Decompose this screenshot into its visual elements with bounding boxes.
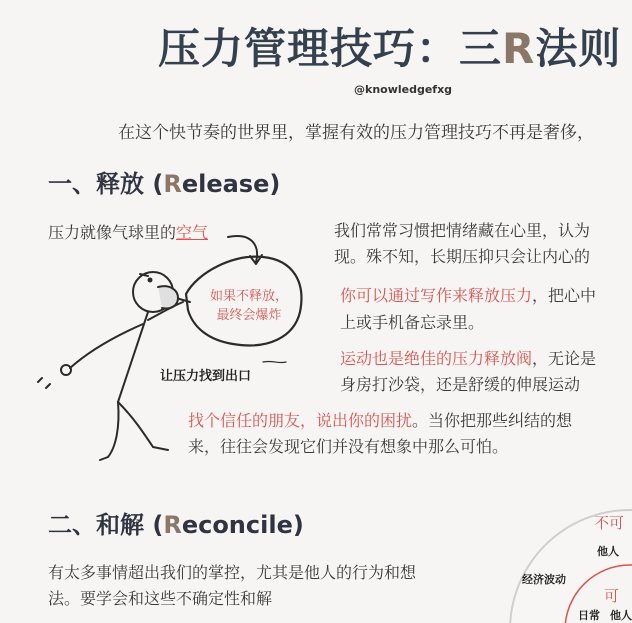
balloon-warning-text: 如果不释放， 最终会爆炸: [210, 289, 289, 323]
intro-text: 在这个快节奏的世界里，掌握有效的压力管理技巧不再是奢侈，: [118, 123, 594, 143]
release-paragraph-2-line-2: 上或手机备忘录里。: [340, 313, 485, 332]
release-paragraph-2-line-1: 你可以通过写作来释放压力，把心中: [340, 286, 597, 305]
release-paragraph-3-line-1: 运动也是绝佳的压力释放阀，无论是: [340, 349, 597, 368]
stick-figure-balloon-illustration: [28, 232, 313, 467]
diagram-other-label: 他人: [610, 609, 632, 622]
release-paragraph-4-line-2: 来，往往会发现它们并没有想象中那么可怕。: [188, 437, 509, 456]
balloon-caption: 压力就像气球里的空气: [48, 223, 209, 242]
page-title: 压力管理技巧：三R法则: [158, 24, 622, 73]
diagram-outer-label: 不可: [594, 514, 625, 532]
diagram-daily-label: 日常: [578, 609, 600, 622]
diagram-inner-label: 可: [604, 587, 620, 605]
release-paragraph-3-line-2: 身房打沙袋，还是舒缓的伸展运动: [340, 375, 581, 394]
section-heading-release: 一、释放 (Release): [48, 170, 281, 198]
release-paragraph-4-line-1: 找个信任的朋友，说出你的困扰。当你把那些纠结的想: [188, 411, 573, 430]
diagram-economy-label: 经济波动: [522, 573, 566, 586]
author-handle: @knowledgefxg: [354, 83, 453, 96]
reconcile-paragraph-line-1: 有太多事情超出我们的掌控，尤其是他人的行为和想: [48, 563, 417, 582]
diagram-people-label: 他人: [597, 545, 619, 558]
release-paragraph-1-line-1: 我们常常习惯把情绪藏在心里，认为: [334, 221, 591, 240]
section-heading-reconcile: 二、和解 (Reconcile): [48, 511, 304, 539]
figure-caption: 让压力找到出口: [160, 369, 252, 384]
reconcile-paragraph-line-2: 法。要学会和这些不确定性和解: [48, 589, 273, 608]
release-paragraph-1-line-2: 现。殊不知，长期压抑只会让内心的: [334, 247, 591, 266]
